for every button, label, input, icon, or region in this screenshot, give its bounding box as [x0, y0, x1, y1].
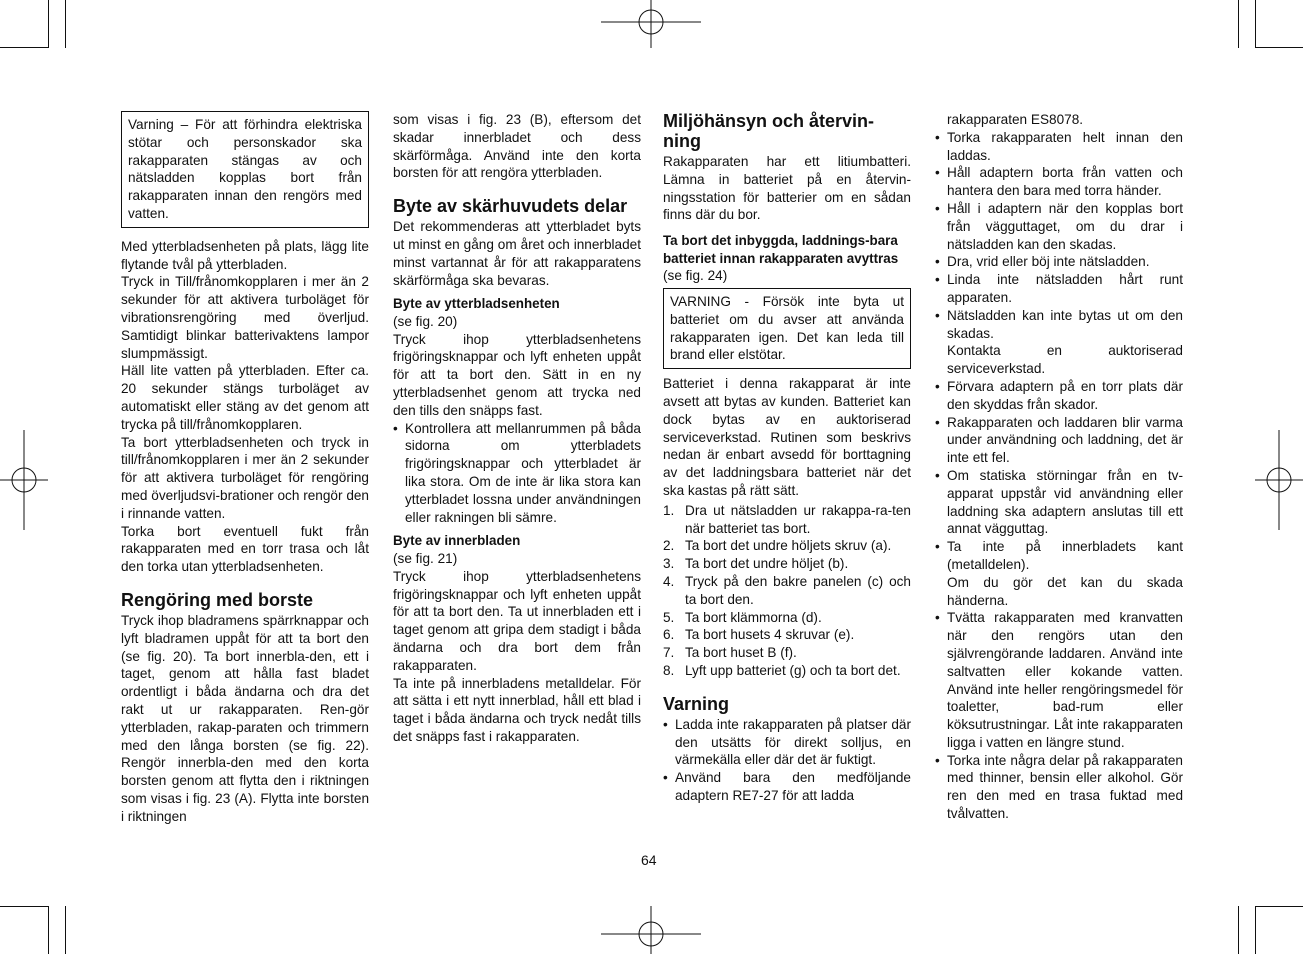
list-item	[663, 662, 911, 680]
column-2	[393, 111, 641, 746]
crop-mark	[1255, 906, 1256, 954]
step-number: 6.	[663, 627, 675, 643]
registration-mark-left	[0, 430, 48, 530]
paragraph: Häll lite vatten på ytterbladen. Efter ca. 20 sekunder stängs turboläget av automatiskt eller stäng av det genom att trycka på till/frånomkopplaren.	[121, 363, 369, 432]
step-text: Lyft upp batteriet (g) och ta bort det.	[685, 662, 901, 678]
bullet-list	[393, 420, 641, 527]
list-item: • Använd bara den medföljande adaptern RE7-27 för att ladda	[663, 769, 911, 805]
crop-mark	[65, 0, 66, 48]
list-item: • Håll adaptern borta från vatten och hantera den bara med torra händer.	[935, 164, 1183, 200]
step-list	[663, 502, 911, 680]
list-item: • Tvätta rakapparaten med kranvatten när den rengörs utan den självrengörande laddaren. Använd inte saltvatten eller kokande vatten. Använd inte heller rengöringsmedel för toaletter, bad-rum eller köksutrustningar. Låt inte rakapparaten ligga i vatten en längre stund.	[935, 609, 1183, 751]
crop-mark	[1255, 0, 1256, 48]
step-number: 3.	[663, 556, 675, 572]
paragraph: rakapparaten ES8078.	[947, 112, 1084, 127]
paragraph: som visas i fig. 23 (B), eftersom det skadar innerbladet och dess skärförmåga. Använd inte den korta borsten för att rengöra ytterbladen.	[393, 112, 641, 181]
heading-brush-cleaning: Rengöring med borste	[121, 589, 314, 610]
list-item: • Ta inte på innerbladets kant (metalldelen). Om du gör det kan du skada händerna.	[935, 538, 1183, 609]
step-text: Ta bort huset B (f).	[685, 645, 797, 661]
subheading-inner-blades: Byte av innerbladen	[393, 533, 521, 549]
paragraph: Ta bort ytterbladsenheten och tryck in till/frånomkopplaren i mer än 2 sekunder för att aktivera turboläget för rengöring med överljudsvi-brationer och rengör den i rinnande vatten.	[121, 434, 369, 521]
paragraph: Tryck in Till/frånomkopplaren i mer än 2 sekunder för att aktivera turboläget för vibrationsrengöring med överljud. Samtidigt blinkar batterivaktens lampor slumpmässigt.	[121, 274, 369, 361]
column-1	[121, 111, 369, 825]
crop-mark	[48, 0, 49, 48]
registration-mark-bottom	[601, 906, 701, 954]
list-item: • Linda inte nätsladden hårt runt apparaten.	[935, 271, 1183, 307]
list-item	[663, 644, 911, 662]
paragraph: Tryck ihop bladramens spärrknappar och lyft bladramen uppåt för att ta bort den (se fig. 20). Ta bort innerbla-den, ett i taget, genom att hålla fast bladet ordentligt i båda ändarna och dra det rakt ut ur rakapparaten. Ren-gör ytterbladen, rakap-paraten och trimmern med den långa borsten (se fig. 22). Rengör innerbla-den med den korta borsten genom att flytta den i riktningen som visas i fig. 23 (A). Flytta inte borsten i riktningen	[121, 612, 369, 824]
list-item	[663, 573, 911, 609]
step-number: 1.	[663, 502, 675, 518]
step-text: Ta bort det undre höljets skruv (a).	[685, 538, 892, 554]
list-item: • Torka rakapparaten helt innan den laddas.	[935, 129, 1183, 165]
crop-mark	[1238, 0, 1239, 48]
paragraph: Med ytterbladsenheten på plats, lägg lite flytande tvål på ytterbladen.	[121, 238, 369, 272]
list-item	[663, 502, 911, 538]
step-number: 2.	[663, 538, 675, 554]
list-item	[663, 537, 911, 555]
list-item: • Ladda inte rakapparaten på platser där den utsätts för direkt solljus, en värmekälla eller där det är fuktigt.	[663, 716, 911, 769]
page-number: 64	[641, 852, 657, 868]
crop-mark	[0, 906, 48, 907]
paragraph: Ta inte på innerbladens metalldelar. För att sätta i ett nytt innerblad, håll ett blad i taget i båda ändarna och tryck nedåt tills det snäpps fast i rakapparaten.	[393, 675, 641, 744]
crop-mark	[65, 906, 66, 954]
subheading-remove-battery: Ta bort det inbyggda, laddnings-bara batteriet innan rakapparaten avyttras	[663, 233, 899, 266]
step-text: Ta bort det undre höljet (b).	[685, 556, 849, 572]
list-item: • Förvara adaptern på en torr plats där den skyddas från skador.	[935, 378, 1183, 414]
list-item: • Om statiska störningar från en tv-apparat uppstår vid användning eller laddning ska adaptern anslutas till ett annat vägguttag.	[935, 467, 1183, 538]
list-item: • Kontrollera att mellanrummen på båda sidorna om ytterbladets frigöringsknappar och ytterbladet är lika stora. Om de inte är lika stora kan ytterbladet lossna under användningen eller rakningen bli sämre.	[393, 420, 641, 527]
step-text: Ta bort klämmorna (d).	[685, 609, 822, 625]
crop-mark	[1238, 906, 1239, 954]
list-item	[663, 626, 911, 644]
list-item	[663, 555, 911, 573]
crop-mark	[0, 47, 48, 48]
list-item: • Rakapparaten och laddaren blir varma under användning och laddning, det är inte ett fel.	[935, 414, 1183, 467]
list-item: • Dra, vrid eller böj inte nätsladden.	[935, 253, 1183, 271]
paragraph: Tryck ihop ytterbladsenhetens frigöringsknappar och lyft enheten uppåt för att ta bort den. Sätt in en ny ytterbladsenhet genom att trycka ned den tills den snäpps fast.	[393, 331, 641, 418]
bullet-list	[935, 129, 1183, 823]
paragraph: Tryck ihop ytterbladsenhetens frigöringsknappar och lyft enheten uppåt för att ta bort den. Ta ut innerbladen ett i taget genom att gripa dem stadigt i båda ändarna och dra bort dem från rakapparaten.	[393, 568, 641, 673]
column-4	[935, 111, 1183, 823]
warning-box: Varning – För att förhindra elektriska stötar och personskador ska rakapparaten stängas av och nätsladden kopplas bort från rakapparaten innan den rengörs med vatten.	[121, 111, 369, 228]
paragraph: Rakapparaten har ett litiumbatteri. Lämna in batteriet på en återvin-ningsstation för batterier om en sådan finns där du bor.	[663, 154, 911, 223]
paragraph: Torka bort eventuell fukt från rakapparaten med en torr trasa och låt den torka utan ytterbladsenheten.	[121, 523, 369, 575]
crop-mark	[1255, 906, 1303, 907]
registration-mark-right	[1255, 430, 1303, 530]
figure-reference: (se fig. 21)	[393, 550, 458, 566]
heading-replace-parts: Byte av skärhuvudets delar	[393, 196, 628, 217]
paragraph: Det rekommenderas att ytterbladet byts ut minst en gång om året och innerbladet minst vartannat år för att rakapparatens skärförmåga ska bevaras.	[393, 219, 641, 288]
heading-environment: Miljöhänsyn och återvin-ning	[663, 111, 875, 151]
figure-reference: (se fig. 24)	[663, 268, 728, 284]
bullet-list	[663, 716, 911, 805]
step-text: Tryck på den bakre panelen (c) och ta bort den.	[685, 573, 911, 607]
crop-mark	[48, 906, 49, 954]
list-item: • Nätsladden kan inte bytas ut om den skadas. Kontakta en auktoriserad serviceverkstad.	[935, 307, 1183, 378]
column-3	[663, 111, 911, 805]
registration-mark-top	[601, 0, 701, 48]
warning-box: VARNING - Försök inte byta ut batteriet om du avser att använda rakapparaten igen. Det kan leda till brand eller elstötar.	[663, 288, 911, 369]
step-number: 4.	[663, 573, 675, 589]
heading-warning: Varning	[663, 693, 730, 714]
step-text: Dra ut nätsladden ur rakappa-ra-ten när batteriet tas bort.	[685, 502, 911, 536]
paragraph: Batteriet i denna rakapparat är inte avsett att bytas av kunden. Batteriet kan dock bytas av en auktoriserad serviceverkstad. Rutinen som beskrivs nedan är enbart avsedd för borttagning av det laddningsbara batteriet när det ska kastas på rätt sätt.	[663, 376, 911, 498]
step-number: 8.	[663, 662, 675, 678]
list-item	[663, 609, 911, 627]
step-number: 7.	[663, 645, 675, 661]
subheading-outer-blade: Byte av ytterbladsenheten	[393, 296, 560, 312]
list-item: • Håll i adaptern när den kopplas bort från vägguttaget, om du drar i nätsladden kan den skadas.	[935, 200, 1183, 253]
step-text: Ta bort husets 4 skruvar (e).	[685, 627, 855, 643]
crop-mark	[1255, 47, 1303, 48]
figure-reference: (se fig. 20)	[393, 313, 458, 329]
list-item: • Torka inte några delar på rakapparaten med thinner, bensin eller alkohol. Gör ren den med en trasa fuktad med tvålvatten.	[935, 752, 1183, 823]
step-number: 5.	[663, 609, 675, 625]
